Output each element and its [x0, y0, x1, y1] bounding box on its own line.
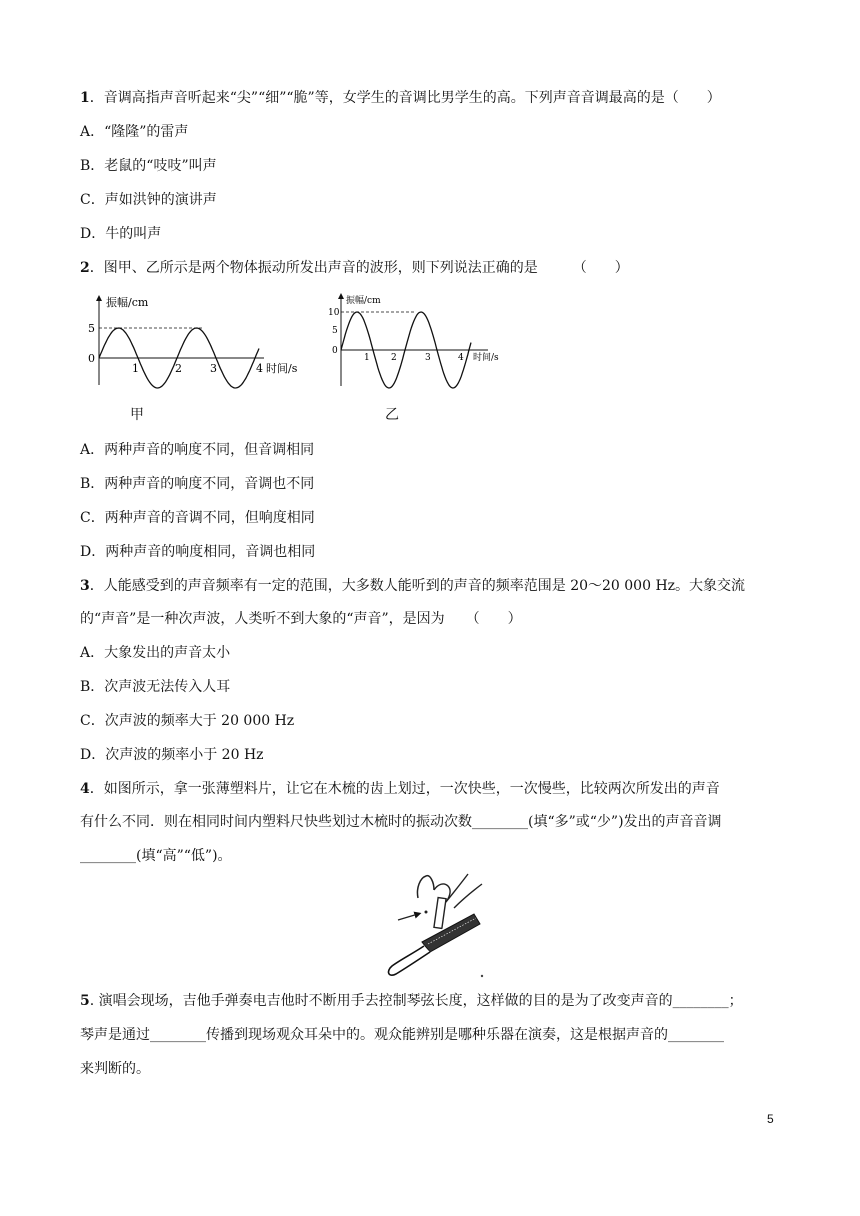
- x-axis-label: 时间/s: [473, 353, 499, 363]
- figure-a-caption-text: 甲: [130, 407, 144, 423]
- y-tick-5: 5: [332, 326, 338, 336]
- q4-line2: 有什么不同．则在相同时间内塑料尺快些划过木梳时的振动次数________(填“多”或“少”)发出的声音音调: [80, 814, 722, 830]
- comb-handle: [389, 946, 430, 975]
- q4-line3: ________(填“高”“低”)。: [80, 848, 232, 864]
- waveform-figure-b: [328, 290, 518, 390]
- x-tick-1: 1: [364, 353, 370, 363]
- q2-option-d: D．两种声音的响度相同，音调也相同: [80, 544, 316, 560]
- q3-stem-line2: 的“声音”是一种次声波，人类听不到大象的“声音”，是因为 （ ）: [80, 611, 522, 627]
- x-tick-4: 4: [458, 353, 464, 363]
- q2-stem: 2．图甲、乙所示是两个物体振动所发出声音的波形，则下列说法正确的是 （ ）: [80, 260, 629, 276]
- x-tick-3: 3: [210, 362, 217, 375]
- y-tick-5: 5: [88, 322, 95, 335]
- q1-stem: 1．音调高指声音听起来“尖”“细”“脆”等，女学生的音调比男学生的高。下列声音音调最高的是（ ）: [80, 90, 721, 106]
- plastic-card: [434, 898, 446, 929]
- comb-teeth: [422, 914, 480, 952]
- x-tick-2: 2: [391, 353, 397, 363]
- q4-line1: 4．如图所示，拿一张薄塑料片，让它在木梳的齿上划过，一次快些，一次慢些，比较两次所发出的声音: [80, 781, 720, 797]
- y-axis-label: 振幅/cm: [106, 296, 149, 309]
- q5-line2: 琴声是通过________传播到现场观众耳朵中的。观众能辨别是哪种乐器在演奏，这是根据声音的________: [80, 1027, 724, 1043]
- q2-option-b: B．两种声音的响度不同，音调也不同: [80, 476, 315, 492]
- page-number: 5: [767, 1112, 774, 1126]
- x-tick-1: 1: [132, 362, 139, 375]
- y-tick-0: 0: [88, 352, 95, 365]
- x-tick-4: 4: [256, 362, 263, 375]
- motion-arrow: [398, 914, 418, 920]
- x-tick-3: 3: [425, 353, 431, 363]
- q1-option-c: C．声如洪钟的演讲声: [80, 192, 217, 208]
- figure-b-caption: 乙: [385, 407, 399, 423]
- q1-option-d: D．牛的叫声: [80, 226, 162, 242]
- q3-option-d: D．次声波的频率小于 20 Hz: [80, 747, 264, 763]
- q1-option-b: B．老鼠的“吱吱”叫声: [80, 158, 217, 174]
- q2-option-a: A．两种声音的响度不同，但音调相同: [80, 442, 315, 458]
- q5-line3: 来判断的。: [80, 1061, 150, 1077]
- y-tick-0: 0: [332, 346, 338, 356]
- q3-option-c: C．次声波的频率大于 20 000 Hz: [80, 713, 295, 729]
- hand-sketch: [417, 876, 434, 898]
- y-axis-label: 振幅/cm: [346, 296, 381, 306]
- q3-stem-line1: 3．人能感受到的声音频率有一定的范围，大多数人能听到的声音的频率范围是 20～20 000 Hz。大象交流: [80, 578, 746, 594]
- waveform-figure-a: [84, 290, 314, 390]
- comb-illustration: [378, 868, 490, 980]
- q5-line1: 5. 演唱会现场，吉他手弹奏电吉他时不断用手去控制琴弦长度，这样做的目的是为了改变声音的________；: [80, 993, 743, 1009]
- y-tick-10: 10: [328, 308, 340, 318]
- x-tick-2: 2: [175, 362, 182, 375]
- q3-option-b: B．次声波无法传入人耳: [80, 679, 231, 695]
- q1-option-a: A．“隆隆”的雷声: [80, 124, 189, 140]
- q3-option-a: A．大象发出的声音太小: [80, 645, 231, 661]
- x-axis-label: 时间/s: [266, 362, 298, 375]
- q2-option-c: C．两种声音的音调不同，但响度相同: [80, 510, 315, 526]
